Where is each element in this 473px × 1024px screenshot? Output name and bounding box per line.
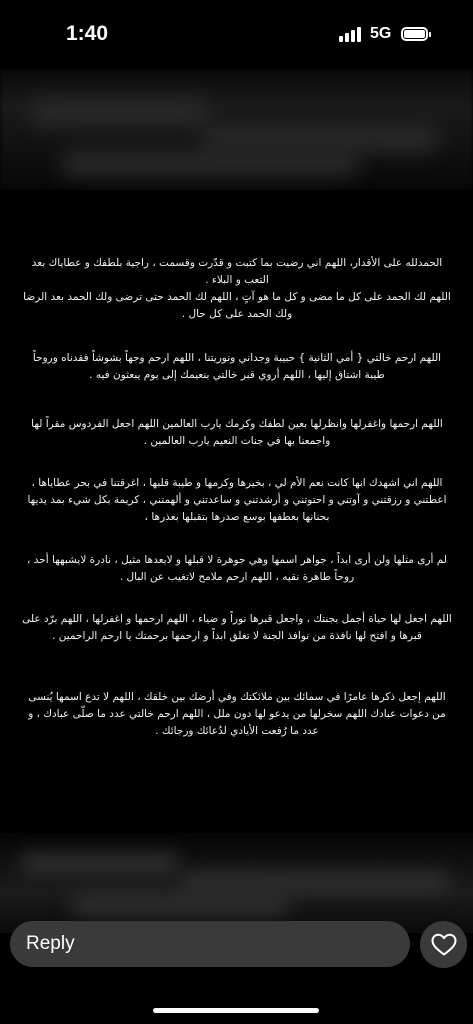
battery-icon [401, 27, 428, 41]
story-paragraph-7: اللهم إجعل ذكرها عامرًا في سمائك بين ملائكتك وفي أرضك بين خلقك ، اللهم لا تدع اسمها يُنسى من دعوات عبادك اللهم سخرلها من يدعو لها دون ملل ، اللهم ارحم خالتي عدد ما صلّى عبادك ، و عدد ما رُفعت الأيادي لدُعائك ورجائك . [28, 691, 446, 737]
blurred-background-bottom [0, 833, 473, 933]
cellular-signal-icon [339, 27, 361, 42]
heart-icon [431, 933, 457, 957]
home-indicator[interactable] [153, 1008, 319, 1013]
status-bar [0, 0, 473, 70]
blurred-background-top [0, 70, 473, 190]
story-paragraph-6: اللهم اجعل لها حياة أجمل بجنتك ، واجعل قبرها نوراً و ضياء ، اللهم ارحمها و اغفرلها ، اللهم برّد على قبرها و افتح لها نافذة من نوافذ الجنة لا تغلق ابداً و ارحمها برحمتك يا ارحم الراحمين . [22, 613, 452, 642]
clock: 1:40 [66, 22, 109, 45]
story-paragraph-1: الحمدلله على الأقدار، اللهم اني رضيت بما كتبت و قدّرت وقسمت ، راجية بلطفك و عطاياك بعد التعب و البلاء . اللهم لك الحمد على كل ما مضى و كل ما هو آتٍ ، اللهم لك الحمد حتى ترضى ولك الحمد بعد الرضا ولك الحمد على كل حال . [23, 257, 451, 320]
reply-placeholder: Reply [26, 933, 75, 954]
story-paragraph-5: لم أرى مثلها ولن أرى ابداً ، جواهر اسمها وهي جوهرة لا قبلها و لابعدها مثيل ، نادرة لايشبهها أحد ، روحاً طاهرة نقيه ، اللهم ارحم ملامح لاتغيب عن البال . [27, 554, 447, 583]
story-content [0, 190, 473, 833]
reply-input[interactable] [10, 921, 410, 967]
network-type: 5G [370, 25, 392, 42]
like-button[interactable] [420, 921, 467, 968]
story-paragraph-3: اللهم ارحمها واغفرلها وانظرلها بعين لطفك وكرمك يارب العالمين اللهم اجعل الفردوس مقراً لها واجمعنا بها في جنات النعيم يارب العالمين . [31, 418, 443, 447]
story-paragraph-2: اللهم ارحم خالتي { أمي الثانية } حبيبة وجداني ونوريتنا ، اللهم ارحم وجهاً بشوشاً فقدناه وروحاً طيبة اشتاق إليها ، اللهم أروي قبر خالتي بنعيمك إلى يوم يبعثون فيه . [32, 352, 442, 381]
story-paragraph-4: اللهم اني اشهدك انها كانت نعم الأم لي ، بخيرها وكرمها و طيبة قلبها ، اغرقتنا في بحر عطاياها ، اعطتني و رزقتني و آوتني و احتوتني و أرشدتني و ساعدتني و ألهمتني ، كريمة بكل شيء بمد يديها بحنانها بعطفها بوسع صدرها بتقبلها بعذرها ، [27, 477, 447, 523]
